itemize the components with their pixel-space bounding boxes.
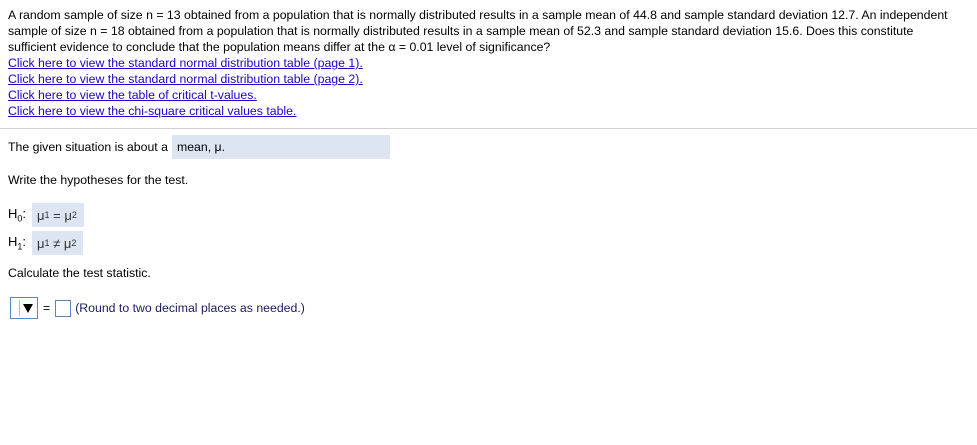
table-links: [8, 55, 963, 119]
hypotheses-block: [8, 201, 84, 257]
situation-row: [8, 135, 390, 159]
situation-answer[interactable]: [172, 135, 390, 159]
null-hypothesis-answer[interactable]: μ 1 = μ 2: [32, 203, 84, 227]
link-normal-table-page1[interactable]: Click here to view the standard normal distribution table (page 1).: [8, 56, 363, 70]
link-t-critical-table[interactable]: Click here to view the table of critical t-values.: [8, 88, 257, 102]
dropdown-separator: [19, 300, 20, 316]
alternative-hypothesis-row: [8, 229, 84, 257]
problem-statement: [8, 7, 963, 119]
link-chi-square-table[interactable]: Click here to view the chi-square critical values table.: [8, 104, 297, 118]
rounding-hint: (Round to two decimal places as needed.): [75, 301, 305, 315]
alternative-hypothesis-answer[interactable]: μ 1 ≠ μ 2: [32, 231, 83, 255]
situation-answer-text: mean, μ.: [176, 140, 226, 154]
divider: [0, 128, 977, 129]
statistic-type-dropdown[interactable]: [10, 297, 38, 319]
triangle-down-icon: [23, 304, 33, 313]
link-normal-table-page2[interactable]: Click here to view the standard normal distribution table (page 2).: [8, 72, 363, 86]
statistic-prompt: Calculate the test statistic.: [8, 266, 151, 280]
statistic-row: [10, 296, 305, 320]
problem-text: A random sample of size n = 13 obtained from a population that is normally distributed results in a sample mean of 44.8 and sample standard deviation 12.7. An independent sample of size n = 18 obtained from a population that is normally distributed results in a sample mean of 52.3 and sample standard deviation 15.6. Does this constitute sufficient evidence to conclude that the population means differ at the α = 0.01 level of significance?: [8, 8, 948, 54]
null-hypothesis-row: [8, 201, 84, 229]
situation-prompt: The given situation is about a: [8, 140, 168, 154]
hypotheses-prompt: Write the hypotheses for the test.: [8, 173, 189, 187]
null-hypothesis-label: $H_0$:: [8, 206, 27, 224]
equals-sign: =: [43, 301, 51, 315]
statistic-value-input[interactable]: [55, 300, 71, 317]
alternative-hypothesis-label: $H_1$:: [8, 234, 27, 252]
